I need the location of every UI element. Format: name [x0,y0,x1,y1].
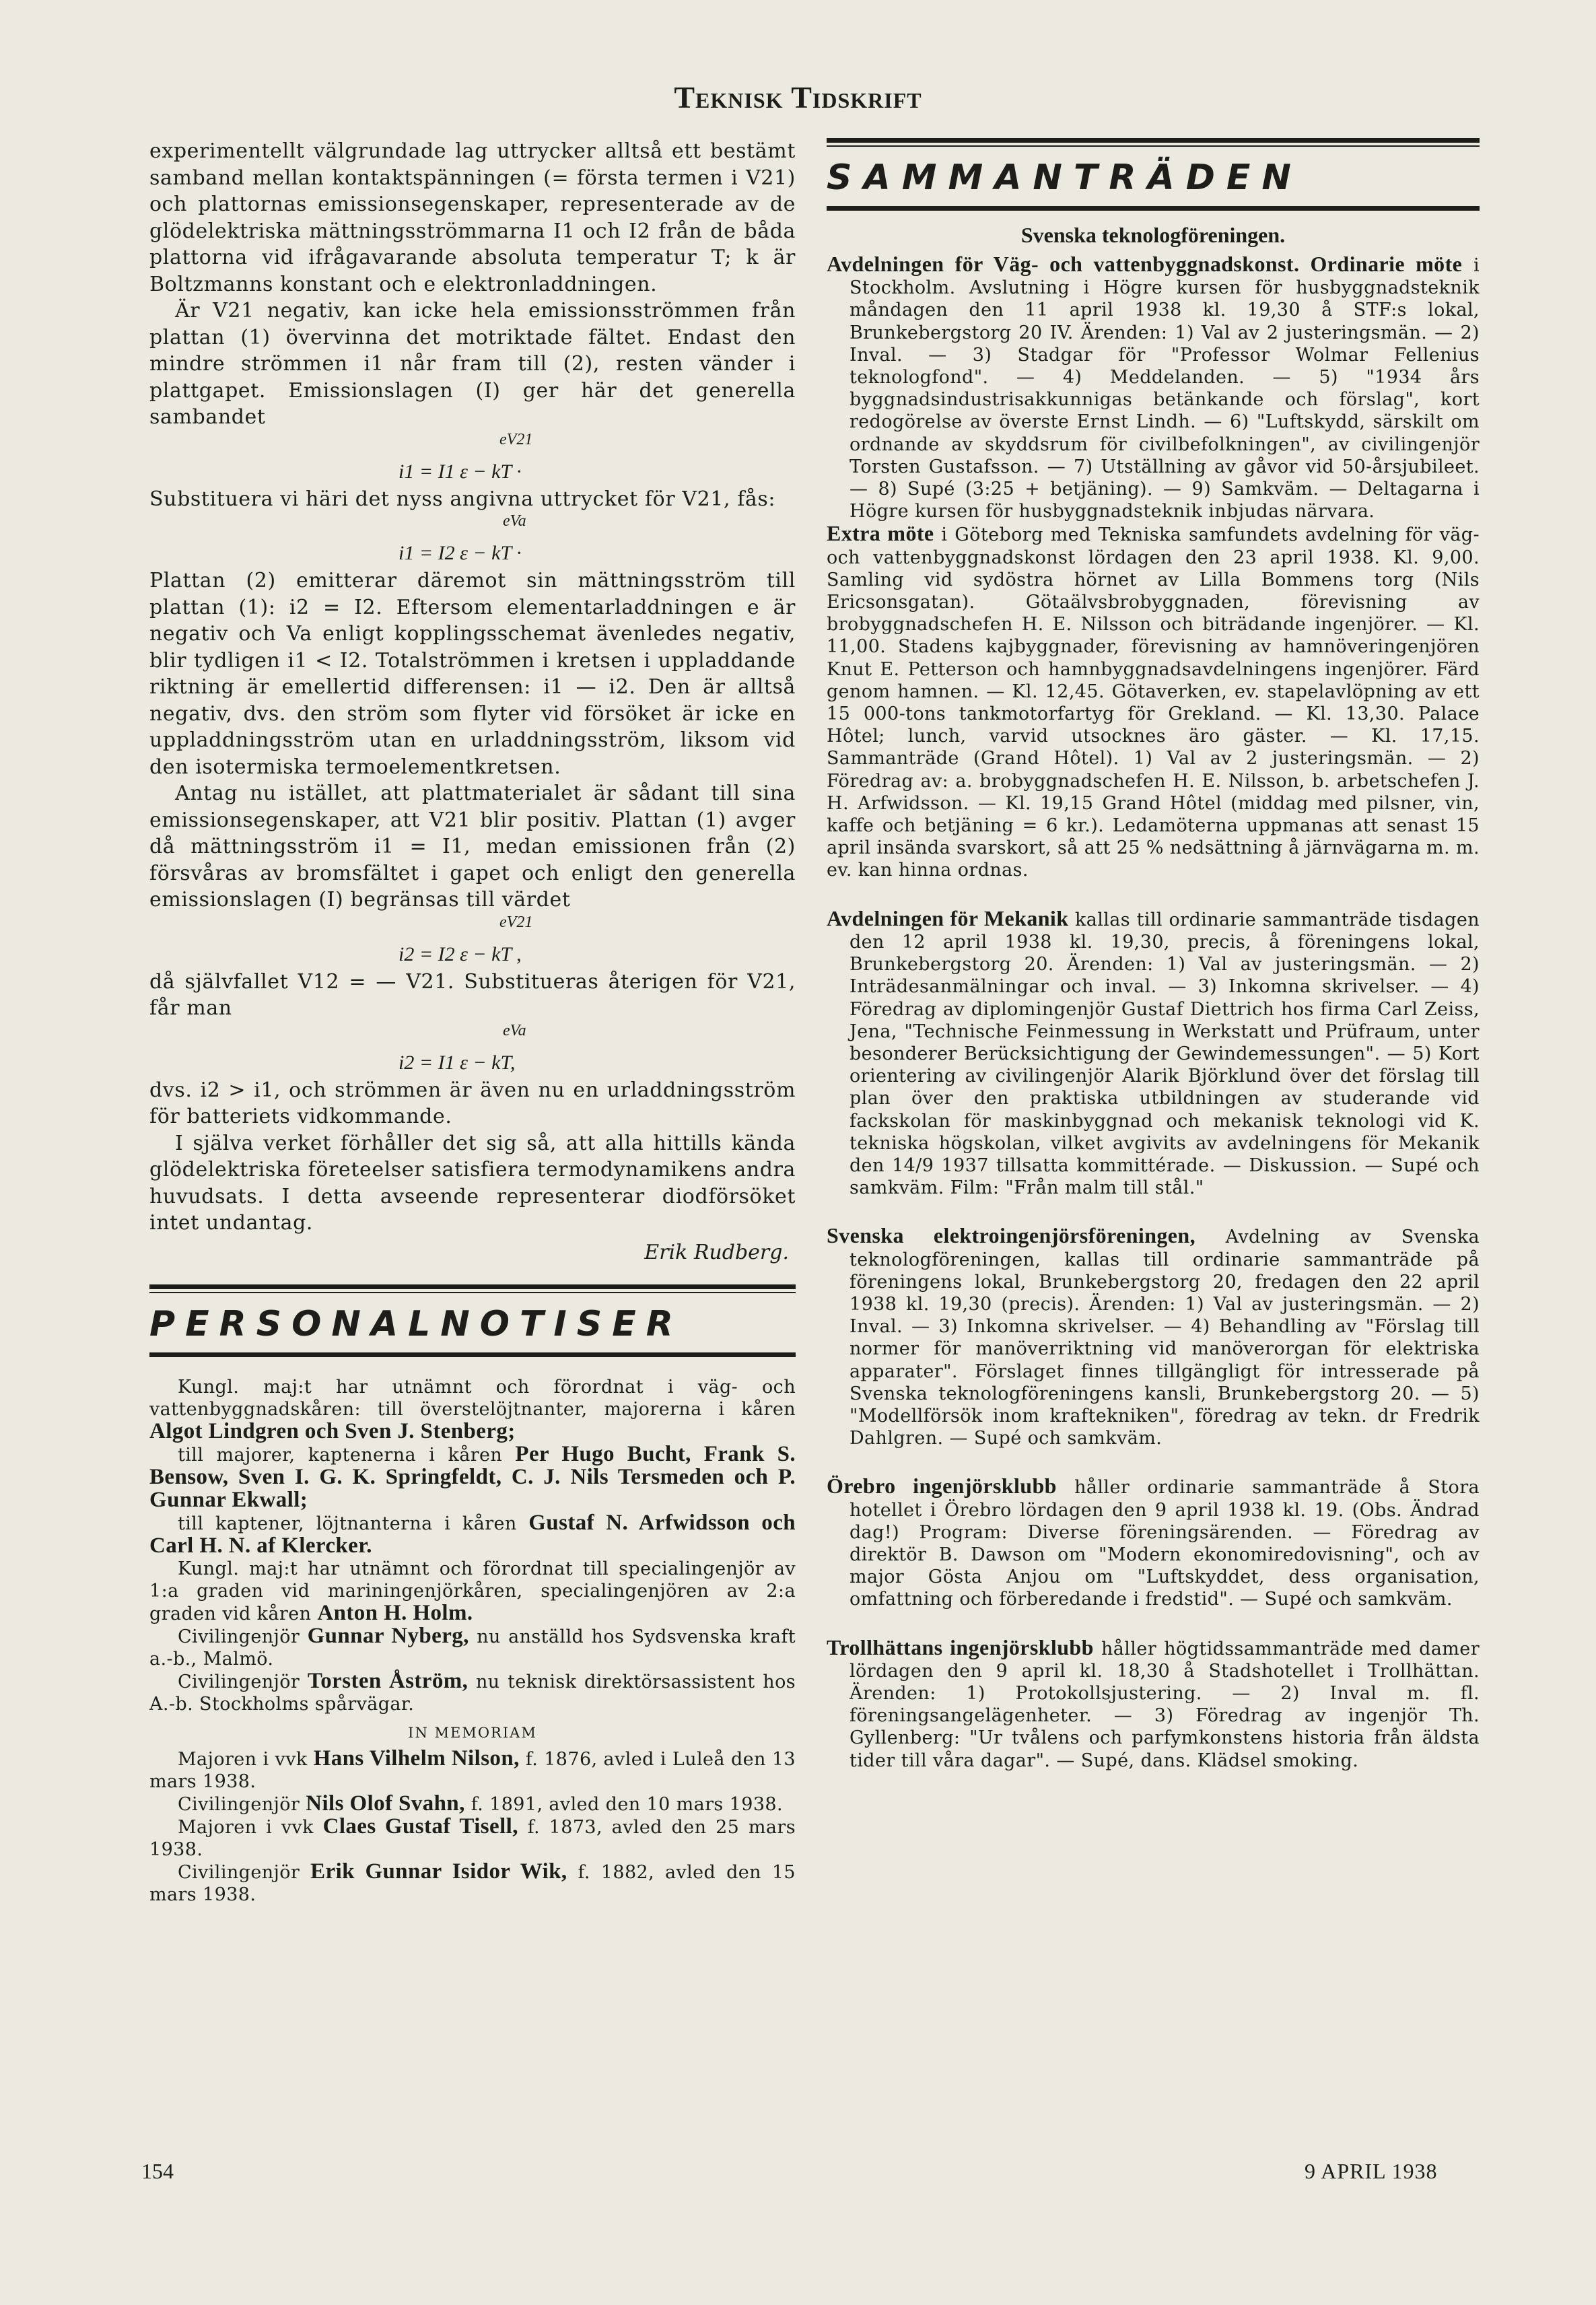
person-name: Gunnar Nyberg, [307,1623,469,1648]
formula-exponent: eV21 [499,430,533,448]
notice-text: Majoren i vvk [178,1748,314,1770]
memoriam-heading: IN MEMORIAM [408,1724,537,1741]
entry-lead: Svenska elektroingenjörsföreningen, [827,1223,1195,1248]
formula [149,914,796,969]
notice-text: Majoren i vvk [178,1816,323,1838]
formula-exponent: eV21 [499,913,533,931]
section-heading: SAMMANTRÄDEN [827,158,1303,198]
notice-text: f. 1891, avled den 10 mars 1938. [464,1793,783,1815]
entry-lead: Avdelningen för Väg- och vattenbyggnadskonst. Ordinarie möte [827,252,1463,276]
person-name: Nils Olof Svahn, [306,1791,465,1816]
issue-date: 9 APRIL 1938 [1305,2159,1438,2183]
article-paragraph: Är V21 negativ, kan icke hela emissionsströmmen från plattan (1) övervinna det motriktade fältet. Endast den mindre strömmen i1 når fram till (2), resten vänder i plattgapet. Emissionslagen (I) ger här det generella sambandet [149,299,796,429]
article-paragraph: experimentellt välgrundade lag uttrycker alltså ett bestämt samband mellan kontaktspänningen (= första termen i V21) och plattornas emissionsegenskaper, representerade av de glödelektriska mättningsströmmarna I1 och I2 från de båda plattorna vid ifrågavarande absoluta temperatur T; k är Boltzmanns konstant och e elektronladdningen. [149,139,796,296]
left-column [149,138,796,1906]
notice-text: nu anställd hos Sydsvenska kraft a.-b., Malmö. [149,1626,796,1670]
notice-item [149,1558,796,1625]
entry-body: håller högtidssammanträde med damer lördagen den 9 april kl. 18,30 å Stadshotellet i Trollhättan. Ärenden: 1) Protokollsjustering. — 2) Inval m. fl. föreningsangelägenheter. — 3) Föredrag av ingenjör Th. Gyllenberg: "Ur tvålens och parfymkonstens historia från äldsta tider till våra dagar". — Supé, dans. Klädsel smoking. [849,1638,1480,1771]
entry-lead: Avdelningen för Mekanik [827,905,1069,930]
notice-item [149,1376,796,1443]
article-paragraph: dvs. i2 > i1, och strömmen är även nu en urladdningsström för batteriets vidkommande. [149,1078,796,1128]
meeting-entry [827,1225,1480,1449]
notice-text: Civilingenjör [178,1861,311,1883]
formula [149,431,796,486]
person-name: Torsten Åström, [307,1668,469,1693]
notice-text: f. 1882, avled den 15 mars 1938. [149,1861,796,1905]
article-paragraph: Substituera vi häri det nyss angivna uttrycket för V21, fås: [149,487,776,511]
person-names: Per Hugo Bucht, Frank S. Bensow, Sven I. G. K. Springfeldt, C. J. Nils Tersmeden och P. Gunnar Ekwall; [149,1441,796,1512]
entry-body: i Stockholm. Avslutning i Högre kursen för husbyggnadsteknik måndagen den 11 april 1938 kl. 19,30 å STF:s lokal, Brunkebergstorg 20 IV. Ärenden: 1) Val av 2 justeringsmän. — 2) Inval. — 3) Stadgar för "Professor Wolmar Fellenius teknologfond". — 4) Meddelanden. — 5) "1934 års byggnadsindustrisakkunnigas betänkande och förslag", kort redogörelse av överste Ernst Lindh. — 6) "Luftskydd, särskilt om ordnande av skyddsrum för civilbefolkningen", av civilingenjör Torsten Gustafsson. — 7) Utställning av gåvor vid 50-årsjubileet. — 8) Supé (3:25 + betjäning). — 9) Samkväm. — Deltagarna i Högre kursen för husbyggnadsteknik inbjudas närvara. [849,255,1480,522]
notice-text: f. 1873, avled den 25 mars 1938. [149,1816,796,1860]
memoriam-item [149,1793,796,1816]
formula-body: i1 = I1 ε − kT · [398,460,522,483]
formula-exponent: eVa [503,512,526,530]
person-name: Erik Gunnar Isidor Wik, [310,1859,567,1884]
memoriam-item [149,1861,796,1906]
formula [149,512,796,567]
meeting-entry [827,1637,1480,1772]
notice-item [149,1625,796,1670]
formula-body: i2 = I1 ε − kT, [398,1051,516,1074]
entry-body: håller ordinarie sammanträde å Stora hotellet i Örebro lördagen den 9 april 1938 kl. 19. (Obs. Ändrad dag!) Program: Diverse föreningsärenden. — Föredrag av direktör B. Dawson om "Modern ekonomiredovisning", och av major Gösta Anjou om "Luftskyddet, dess organisation, omfattning och förberedande i fredstid". — Supé och samkväm. [849,1477,1480,1610]
notice-text: Civilingenjör [178,1793,306,1815]
notice-text: till majorer, kaptenerna i kåren [178,1444,516,1466]
notice-text: nu teknisk direktörsassistent hos A.-b. Stockholms spårvägar. [149,1671,796,1715]
personalnotiser-section [149,1284,796,1906]
right-column [827,138,1480,1797]
meeting-entry [827,1475,1480,1610]
notice-item [149,1443,796,1512]
formula-body: i1 = I2 ε − kT · [398,542,522,564]
author-signature: Erik Rudberg. [644,1240,789,1264]
society-heading: Svenska teknologföreningen. [1020,223,1286,247]
page-number: 154 [141,2159,174,2183]
meeting-entry [827,522,1480,881]
notice-text: Civilingenjör [178,1671,308,1692]
person-name: Claes Gustaf Tisell, [322,1814,518,1838]
person-name: Hans Vilhelm Nilson, [313,1746,520,1770]
notice-text: till kaptener, löjtnanterna i kåren [178,1513,529,1534]
notice-item [149,1670,796,1715]
entry-lead: Extra möte [827,521,934,546]
entry-body: Avdelning av Svenska teknologföreningen, kallas till ordinarie sammanträde på föreningens lokal, Brunkebergstorg 20, fredagen den 22 april 1938 kl. 19,30 (precis). Ärenden: 1) Val av justeringsmän. — 2) Inval. — 3) Inkomna skrivelser. — 4) Behandling av "Förslag till normer för manöverriktning vid manöverorgan för elektriska apparater". Förslaget finnes tillgängligt för intresserade på Svenska teknologföreningens kansli, Brunkebergstorg 20. — 5) "Modellförsök inom kraftekniken", föredrag av tekn. dr Fredrik Dahlgren. — Supé och samkväm. [849,1227,1480,1449]
entry-body: i Göteborg med Tekniska samfundets avdelning för väg- och vattenbyggnadskonst lördagen den 23 april 1938. Kl. 9,00. Samling vid sydöstra hörnet av Lilla Bommens torg (Nils Ericsonsgatan). Götaälvsbrobyggnaden, förevisning av brobyggnadschefen H. E. Nilsson och biträdande ingenjörer. — Kl. 11,00. Stadens kajbyggnader, förevisning av hamnöveringenjören Knut E. Petterson och hamnbyggnadsavdelningens ingenjörer. Färd genom hamnen. — Kl. 12,45. Götaverken, ev. stapelavlöpning av ett 15 000-tons tankmotorfartyg för Grekland. — Kl. 13,30. Palace Hôtel; lunch, varvid utsocknes äro gäster. — Kl. 17,15. Sammanträde (Grand Hôtel). 1) Val av 2 justeringsmän. — 2) Föredrag av: a. brobyggnadschefen H. E. Nilsson, b. arbetschefen J. H. Arfwidsson. — Kl. 19,15 Grand Hôtel (middag med pilsner, vin, kaffe och betjäning = 6 kr.). Ledamöterna uppmanas att senast 15 april insända svarskort, så att 25 % nedsättning å järnvägarna m. m. ev. kan hinna ordnas. [827,524,1480,881]
meeting-entry [827,253,1480,522]
notice-text: Civilingenjör [178,1626,308,1647]
entry-body: kallas till ordinarie sammanträde tisdagen den 12 april 1938 kl. 19,30, precis, å föreningens lokal, Brunkebergstorg 20. Ärenden: 1) Val av justeringsmän. — 2) Inträdesanmälningar och inval. — 3) Inkomna skrivelser. — 4) Föredrag av diplomingenjör Gustaf Diettrich hos firma Carl Zeiss, Jena, "Technische Feinmessung in Werkstatt und Prüfraum, unter besonderer Berücksichtigung der Gewindemessungen". — 5) Kort orientering av civilingenjör Alarik Björklund över det förslag till plan över den praktiska utbildningen av studerande vid fackskolan för maskinbyggnad och mekanisk teknologi vid K. tekniska högskolan, vilket avgivits av avdelningens för Mekanik den 14/9 1937 tillsatta kommittérade. — Diskussion. — Supé och samkväm. Film: "Från malm till stål." [849,909,1480,1199]
rule-bottom [827,206,1480,211]
article-paragraph: Plattan (2) emitterar däremot sin mättningsström till plattan (1): i2 = I2. Eftersom elementarladdningen e är negativ och Va enligt kopplingsschemat ävenledes negativ, blir tydligen i1 < I2. Totalströmmen i kretsen i uppladdande riktning är emellertid differensen: i1 — i2. Den är alltså negativ, dvs. den ström som flyter vid försöket är icke en uppladdningsström utan en urladdningsström, liksom vid den isotermiska termoelementkretsen. [149,569,796,779]
person-names: Algot Lindgren och Sven J. Stenberg; [149,1418,516,1443]
article-paragraph: Antag nu istället, att plattmaterialet är sådant till sina emissionsegenskaper, att V21 blir positiv. Plattan (1) avger då mättningsström i1 = I1, medan emissionen från (2) försvåras av bromsfältet i gapet och enligt den generella emissionslagen (I) begränsas till värdet [149,782,796,911]
notice-text: Kungl. maj:t har utnämnt och förordnat i väg- och vattenbyggnadskåren: till överstelöjtnanter, majorerna i kåren [149,1376,796,1420]
entry-lead: Trollhättans ingenjörsklubb [827,1635,1094,1659]
rule-bottom [149,1352,796,1357]
section-heading: PERSONALNOTISER [149,1303,683,1344]
memoriam-item [149,1816,796,1861]
rule-top [149,1284,796,1289]
article-paragraph: då självfallet V12 = — V21. Substitueras återigen för V21, får man [149,969,796,1020]
meeting-entry [827,907,1480,1200]
formula-exponent: eVa [503,1021,526,1039]
notice-item [149,1512,796,1558]
memoriam-item [149,1748,796,1793]
notice-text: f. 1876, avled i Luleå den 13 mars 1938. [149,1748,796,1792]
entry-lead: Örebro ingenjörsklubb [827,1474,1057,1499]
notice-text: Kungl. maj:t har utnämnt och förordnat till specialingenjör av 1:a graden vid mariningenjörkåren, specialingenjören av 2:a graden vid kåren [149,1558,796,1624]
person-name: Anton H. Holm. [317,1600,473,1625]
article-paragraph: I själva verket förhåller det sig så, att alla hittills kända glödelektriska företeelser satisfiera termodynamikens andra huvudsats. I detta avseende representerar diodförsöket intet undantag. [149,1131,796,1235]
journal-masthead: Teknisk Tidskrift [674,80,922,114]
person-names: Gustaf N. Arfwidsson och Carl H. N. af Klercker. [149,1510,796,1558]
rule-top [827,138,1480,143]
formula [149,1022,796,1077]
formula-body: i2 = I2 ε − kT , [398,942,522,965]
